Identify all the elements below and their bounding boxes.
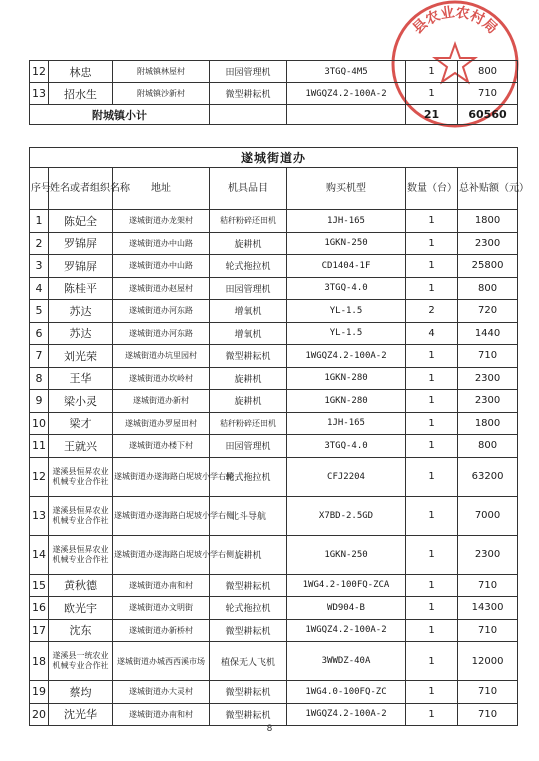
machine-item: 北斗导航 [210,496,287,535]
machine-model: 1JH-165 [287,412,406,435]
svg-text:县农业农村局 [410,4,500,38]
address: 遂城街道办新村 [113,390,210,413]
row-number: 7 [30,345,49,368]
machine-model: 3WWDZ-40A [287,642,406,681]
machine-model: YL-1.5 [287,322,406,345]
applicant-name: 蔡均 [49,681,113,704]
address: 遂城街道办遂海路白坭坡小学右侧 [113,535,210,574]
subsidy-amount: 14300 [458,597,518,620]
applicant-name: 遂溪县一统农业机械专业合作社 [49,642,113,681]
address: 遂城街道办新桥村 [113,619,210,642]
machine-item: 秸秆粉碎还田机 [210,210,287,233]
table-row [30,535,518,574]
subtotal-qty: 21 [406,105,458,125]
machine-item: 增氧机 [210,322,287,345]
subsidy-amount: 800 [458,277,518,300]
table-row [30,210,518,233]
machine-item: 增氧机 [210,300,287,323]
machine-item: 微型耕耘机 [210,83,287,105]
applicant-name: 沈光华 [49,703,113,726]
quantity: 1 [406,619,458,642]
applicant-name: 苏达 [49,322,113,345]
quantity: 1 [406,277,458,300]
applicant-name: 陈桂平 [49,277,113,300]
row-number: 9 [30,390,49,413]
machine-model: 1GKN-250 [287,232,406,255]
machine-item: 微型耕耘机 [210,703,287,726]
applicant-name: 苏达 [49,300,113,323]
machine-item: 轮式拖拉机 [210,255,287,278]
machine-item: 轮式拖拉机 [210,597,287,620]
applicant-name: 招水生 [49,83,113,105]
row-number: 12 [30,61,49,83]
applicant-name: 林忠 [49,61,113,83]
machine-model: CFJ2204 [287,457,406,496]
machine-item: 微型耕耘机 [210,345,287,368]
subsidy-amount: 2300 [458,390,518,413]
address: 遂城街道办河东路 [113,322,210,345]
machine-item: 田园管理机 [210,61,287,83]
row-number: 6 [30,322,49,345]
row-number: 13 [30,496,49,535]
subsidy-amount: 710 [458,619,518,642]
subsidy-amount: 2300 [458,367,518,390]
applicant-name: 遂溪县恒昇农业机械专业合作社 [49,535,113,574]
applicant-name: 黄秋德 [49,574,113,597]
row-number: 12 [30,457,49,496]
table-row [30,367,518,390]
quantity: 1 [406,232,458,255]
subsidy-amount: 800 [458,61,518,83]
quantity: 1 [406,457,458,496]
address: 遂城街道办遂海路白坭坡小学右侧 [113,457,210,496]
row-number: 16 [30,597,49,620]
header-qty: 数量（台） [406,168,458,210]
machine-model: 3TGQ-4M5 [287,61,406,83]
applicant-name: 王就兴 [49,435,113,458]
row-number: 5 [30,300,49,323]
empty-cell [210,105,287,125]
address: 附城镇林屋村 [113,61,210,83]
applicant-name: 罗锦屏 [49,232,113,255]
quantity: 1 [406,535,458,574]
address: 遂城街道办中山路 [113,255,210,278]
address: 遂城街道办楼下村 [113,435,210,458]
table-row [30,642,518,681]
row-number: 13 [30,83,49,105]
quantity: 1 [406,61,458,83]
machine-item: 微型耕耘机 [210,681,287,704]
table-row [30,597,518,620]
machine-model: 1GKN-280 [287,367,406,390]
header-item: 机具品目 [210,168,287,210]
header-subsidy: 总补贴额（元） [458,168,518,210]
address: 遂城街道办中山路 [113,232,210,255]
table-row [30,345,518,368]
machine-model: 1WG4.0-100FQ-ZC [287,681,406,704]
subsidy-amount: 2300 [458,535,518,574]
table-row [30,61,518,83]
row-number: 10 [30,412,49,435]
page-number: 8 [266,724,273,734]
applicant-name: 遂溪县恒昇农业机械专业合作社 [49,496,113,535]
table-row [30,300,518,323]
machine-model: 1WGQZ4.2-100A-2 [287,703,406,726]
subsidy-amount: 800 [458,435,518,458]
quantity: 1 [406,367,458,390]
subsidy-amount: 1800 [458,210,518,233]
subsidy-amount: 710 [458,83,518,105]
quantity: 1 [406,255,458,278]
subsidy-amount: 720 [458,300,518,323]
quantity: 1 [406,703,458,726]
subsidy-amount: 710 [458,681,518,704]
subsidy-amount: 710 [458,703,518,726]
header-no: 序号 [30,168,49,210]
table-row [30,232,518,255]
applicant-name: 遂溪县恒昇农业机械专业合作社 [49,457,113,496]
quantity: 1 [406,83,458,105]
row-number: 4 [30,277,49,300]
machine-model: 1GKN-250 [287,535,406,574]
row-number: 19 [30,681,49,704]
machine-item: 旋耕机 [210,535,287,574]
applicant-name: 罗锦屏 [49,255,113,278]
machine-model: X7BD-2.5GD [287,496,406,535]
empty-cell [287,105,406,125]
machine-model: 3TGQ-4.0 [287,435,406,458]
seal-text: 县农业农村局 [409,4,501,38]
quantity: 1 [406,390,458,413]
subsidy-amount: 710 [458,574,518,597]
row-number: 11 [30,435,49,458]
row-number: 18 [30,642,49,681]
table-row [30,574,518,597]
address: 附城镇沙新村 [113,83,210,105]
subsidy-amount: 710 [458,345,518,368]
machine-item: 田园管理机 [210,277,287,300]
address: 遂城街道办河东路 [113,300,210,323]
row-number: 2 [30,232,49,255]
table-row [30,412,518,435]
quantity: 1 [406,681,458,704]
quantity: 2 [406,300,458,323]
subsidy-amount: 1800 [458,412,518,435]
quantity: 1 [406,597,458,620]
header-model: 购买机型 [287,168,406,210]
row-number: 15 [30,574,49,597]
applicant-name: 陈妃全 [49,210,113,233]
table-row [30,681,518,704]
header-address: 地址 [113,168,210,210]
table-row [30,457,518,496]
address: 遂城街道办坑里园村 [113,345,210,368]
machine-item: 旋耕机 [210,367,287,390]
address: 遂城街道办赵屋村 [113,277,210,300]
machine-item: 微型耕耘机 [210,619,287,642]
machine-item: 旋耕机 [210,232,287,255]
machine-model: CD1404-1F [287,255,406,278]
subsidy-amount: 25800 [458,255,518,278]
machine-model: 1GKN-280 [287,390,406,413]
subsidy-amount: 63200 [458,457,518,496]
table-row [30,390,518,413]
subsidy-table [29,147,529,726]
address: 遂城街道办城西西溪市场 [113,642,210,681]
machine-model: YL-1.5 [287,300,406,323]
machine-model: 1WGQZ4.2-100A-2 [287,345,406,368]
machine-model: 1WGQZ4.2-100A-2 [287,83,406,105]
quantity: 1 [406,642,458,681]
quantity: 1 [406,574,458,597]
address: 遂城街道办南和村 [113,574,210,597]
subtotal-row [30,105,518,125]
machine-item: 田园管理机 [210,435,287,458]
section-title: 遂城街道办 [30,148,518,168]
row-number: 14 [30,535,49,574]
row-number: 17 [30,619,49,642]
machine-item: 秸秆粉碎还田机 [210,412,287,435]
machine-item: 旋耕机 [210,390,287,413]
applicant-name: 刘光荣 [49,345,113,368]
subtotal-label: 附城镇小计 [30,105,210,125]
table-row [30,255,518,278]
applicant-name: 欧光宇 [49,597,113,620]
table-row [30,435,518,458]
address: 遂城街道办遂海路白坭坡小学右侧 [113,496,210,535]
row-number: 20 [30,703,49,726]
table-row [30,322,518,345]
address: 遂城街道办文明街 [113,597,210,620]
machine-item: 轮式拖拉机 [210,457,287,496]
row-number: 1 [30,210,49,233]
applicant-name: 梁才 [49,412,113,435]
subsidy-amount: 7000 [458,496,518,535]
subsidy-amount: 2300 [458,232,518,255]
header-row [30,168,518,210]
previous-section-table [29,60,518,125]
table-row [30,277,518,300]
machine-model: 1JH-165 [287,210,406,233]
machine-model: 1WG4.2-100FQ-ZCA [287,574,406,597]
table-row [30,619,518,642]
subtotal-subsidy: 60560 [458,105,518,125]
machine-model: WD904-B [287,597,406,620]
applicant-name: 梁小灵 [49,390,113,413]
quantity: 1 [406,496,458,535]
quantity: 1 [406,345,458,368]
subsidy-amount: 1440 [458,322,518,345]
table-row [30,703,518,726]
address: 遂城街道办龙架村 [113,210,210,233]
quantity: 4 [406,322,458,345]
machine-item: 植保无人飞机 [210,642,287,681]
applicant-name: 王华 [49,367,113,390]
quantity: 1 [406,210,458,233]
quantity: 1 [406,435,458,458]
address: 遂城街道办罗屋田村 [113,412,210,435]
machine-model: 1WGQZ4.2-100A-2 [287,619,406,642]
applicant-name: 沈东 [49,619,113,642]
quantity: 1 [406,412,458,435]
table-row [30,496,518,535]
section-title-row [30,148,518,168]
row-number: 8 [30,367,49,390]
row-number: 3 [30,255,49,278]
subsidy-amount: 12000 [458,642,518,681]
header-name: 姓名或者组织名称 [49,168,113,210]
machine-model: 3TGQ-4.0 [287,277,406,300]
table-row [30,83,518,105]
machine-item: 微型耕耘机 [210,574,287,597]
address: 遂城街道办坎岭村 [113,367,210,390]
address: 遂城街道办大灵村 [113,681,210,704]
address: 遂城街道办南和村 [113,703,210,726]
